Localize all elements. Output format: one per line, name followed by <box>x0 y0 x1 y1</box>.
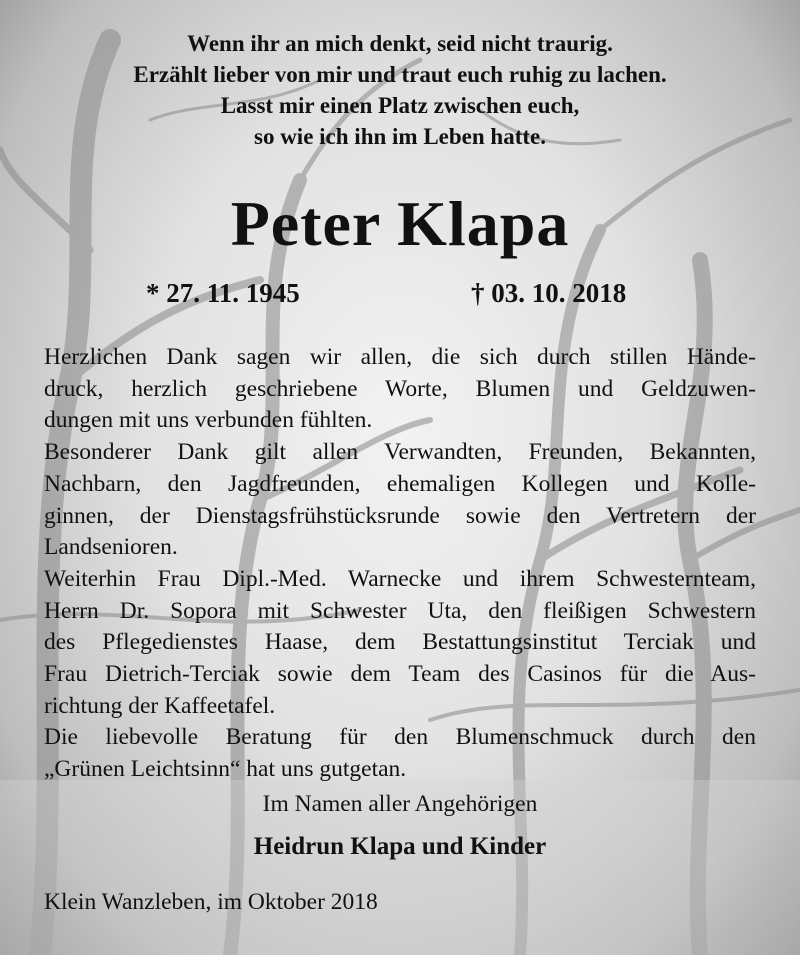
birth-date: * 27. 11. 1945 <box>146 278 300 308</box>
text-line: Nachbarn, den Jagdfreunden, ehemaligen Kollegen und Kolle- <box>44 470 756 497</box>
text-line: Landsenioren. <box>44 534 178 561</box>
closing-phrase: Im Namen aller Angehörigen <box>262 791 538 817</box>
poem-line: so wie ich ihn im Leben hatte. <box>254 124 546 149</box>
text-line: Weiterhin Frau Dipl.-Med. Warnecke und ihrem Schwesternteam, <box>44 565 756 592</box>
signature: Heidrun Klapa und Kinder <box>253 833 547 860</box>
text-line: Herzlichen Dank sagen wir allen, die sich durch stillen Hände- <box>44 344 756 370</box>
poem-line: Lasst mir einen Platz zwischen euch, <box>220 93 580 118</box>
thank-you-text <box>44 342 756 786</box>
death-date: † 03. 10. 2018 <box>471 278 627 308</box>
poem-line: Erzählt lieber von mir und traut euch ruhig zu lachen. <box>133 62 667 87</box>
text-line: Die liebevolle Beratung für den Blumenschmuck durch den <box>44 724 756 751</box>
text-line: druck, herzlich geschriebene Worte, Blumen und Geldzuwen- <box>44 375 756 402</box>
poem-line: Wenn ihr an mich denkt, seid nicht traurig. <box>187 31 613 56</box>
text-line: „Grünen Leichtsinn“ hat uns gutgetan. <box>44 756 407 783</box>
text-line: des Pflegedienstes Haase, dem Bestattungsinstitut Terciak und <box>44 629 756 656</box>
text-line: dungen mit uns verbunden fühlten. <box>44 407 373 434</box>
deceased-name: Peter Klapa <box>230 188 570 259</box>
place-date: Klein Wanzleben, im Oktober 2018 <box>44 889 378 915</box>
text-line: Herrn Dr. Sopora mit Schwester Uta, den fleißigen Schwestern <box>44 597 756 624</box>
text-line: ginnen, der Dienstagsfrühstücksrunde sowie den Vertretern der <box>44 502 756 529</box>
text-line: Frau Dietrich-Terciak sowie dem Team des Casinos für die Aus- <box>44 661 756 688</box>
poem <box>40 28 760 152</box>
text-line: Besonderer Dank gilt allen Verwandten, Freunden, Bekannten, <box>44 439 756 466</box>
text-line: richtung der Kaffeetafel. <box>44 692 276 719</box>
